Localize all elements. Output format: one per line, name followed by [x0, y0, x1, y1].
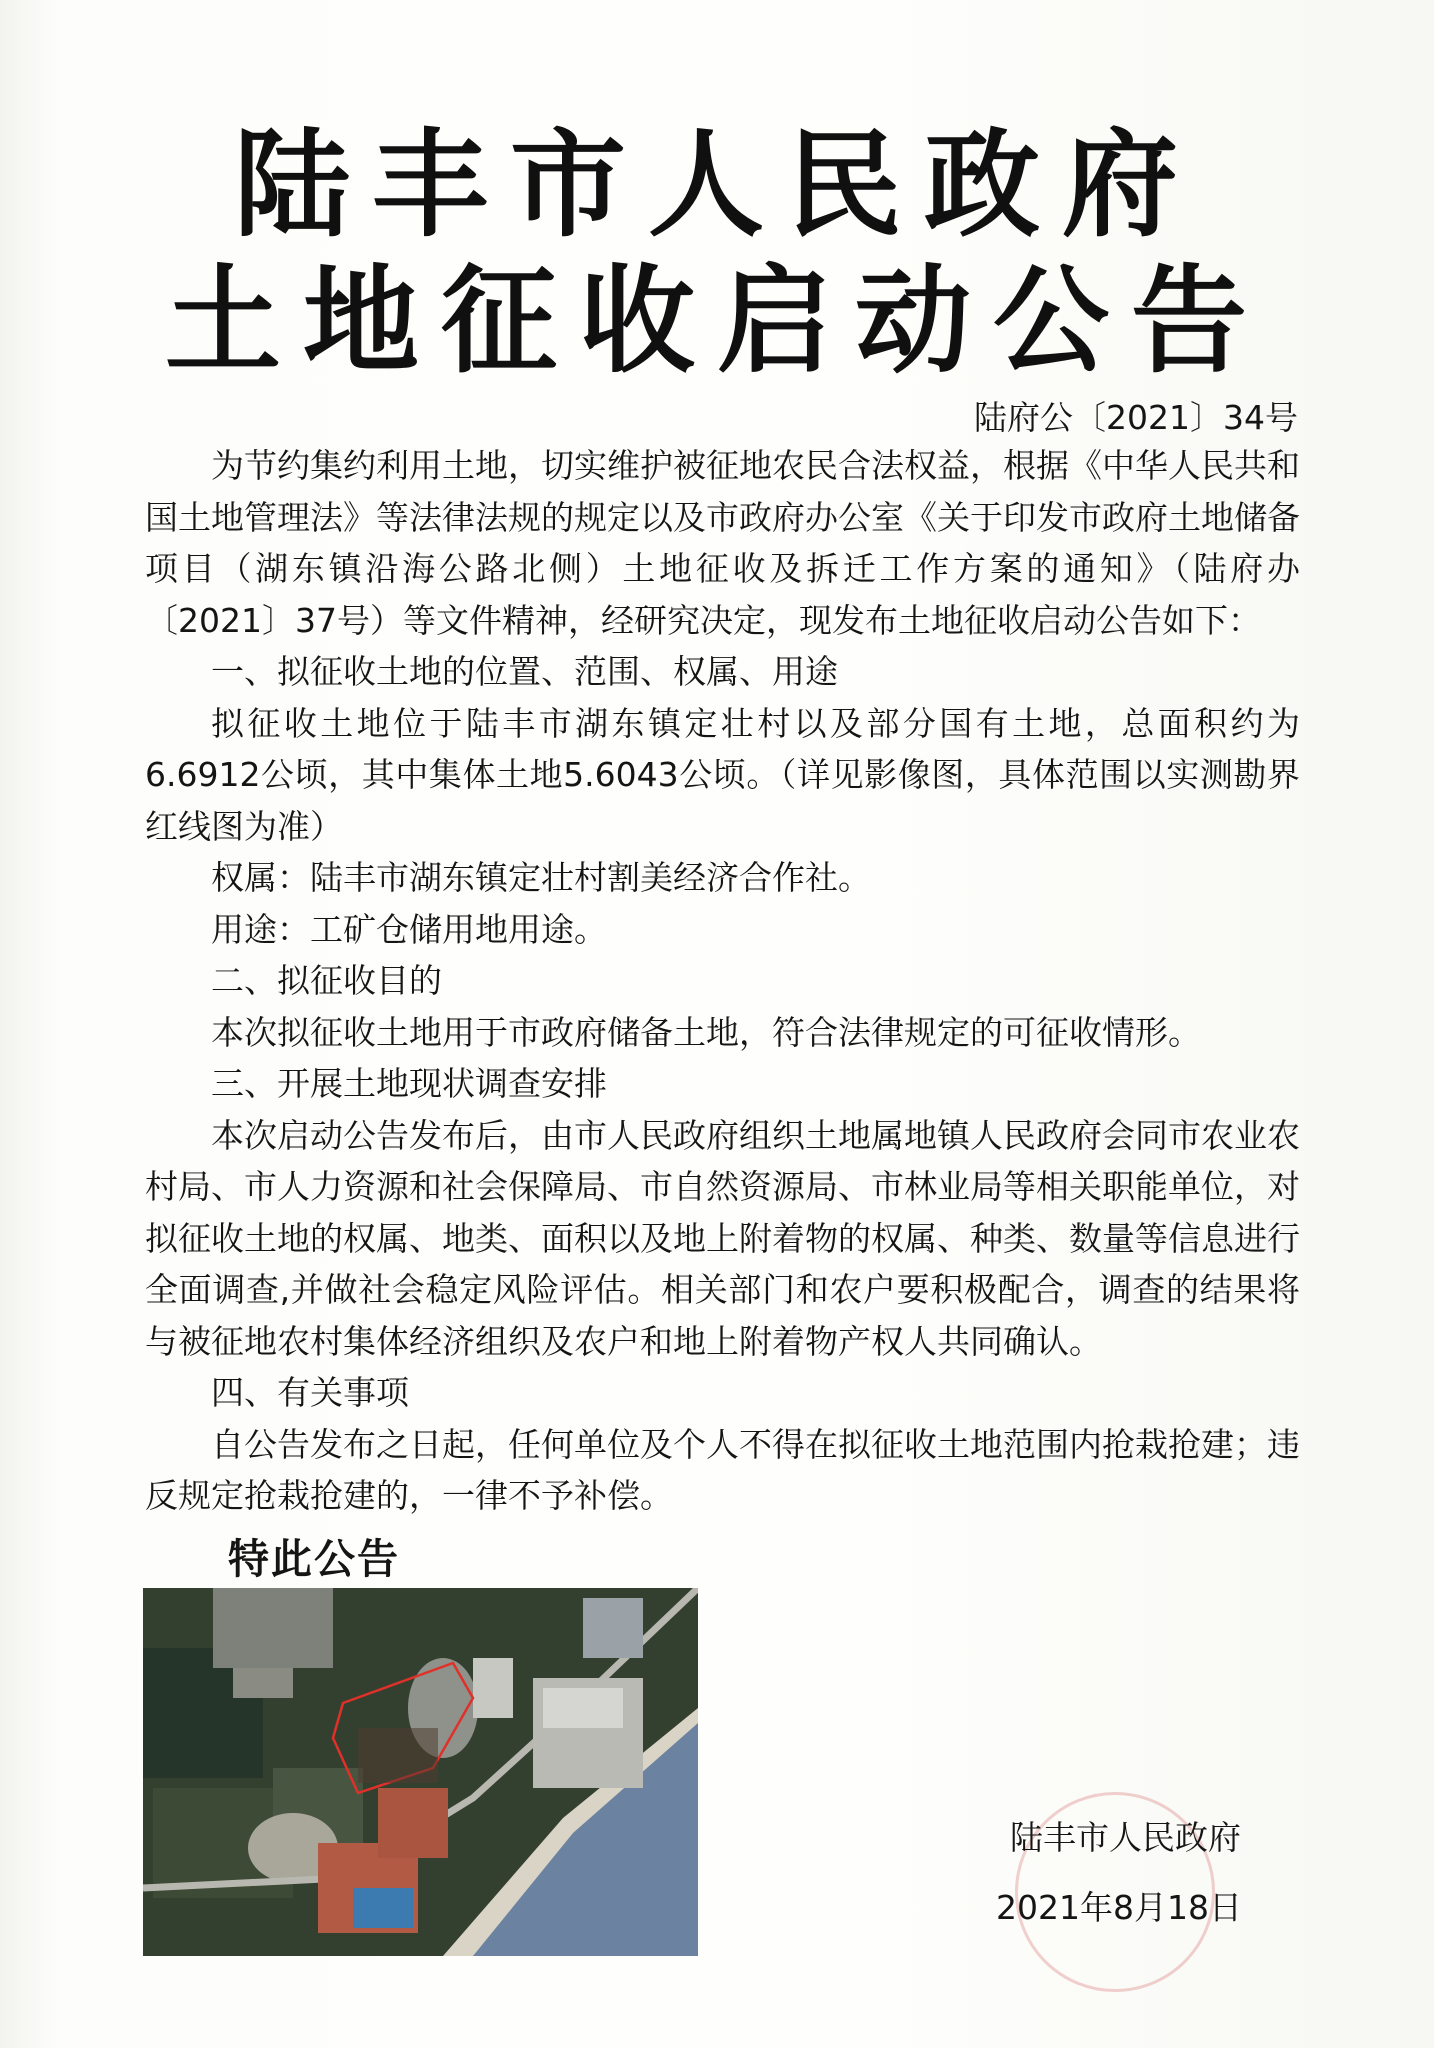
issue-date: 2021年8月18日	[996, 1888, 1242, 1927]
closing-statement: 特此公告	[228, 1535, 400, 1583]
paragraph-matters: 自公告发布之日起，任何单位及个人不得在拟征收土地范围内抢栽抢建；违反规定抢栽抢建的，一律不予补偿。	[145, 1424, 1300, 1515]
heading-section-2: 二、拟征收目的	[211, 961, 442, 1000]
heading-section-3: 三、开展土地现状调查安排	[211, 1064, 607, 1103]
page-title-issuer: 陆丰市人民政府	[234, 118, 1200, 253]
paragraph-ownership: 权属：陆丰市湖东镇定壮村割美经济合作社。	[211, 858, 871, 897]
paragraph-usage: 用途：工矿仓储用地用途。	[211, 909, 607, 949]
notice-body	[145, 440, 1300, 1522]
page-title-notice: 土地征收启动公告	[165, 254, 1269, 389]
document-number: 陆府公〔2021〕34号	[974, 398, 1298, 437]
paragraph-purpose: 本次拟征收土地用于市政府储备土地，符合法律规定的可征收情形。	[211, 1012, 1201, 1052]
satellite-map-graphic	[143, 1588, 698, 1956]
paragraph-location: 拟征收土地位于陆丰市湖东镇定壮村以及部分国有土地，总面积约为6.6912公顷，其中集体土地5.6043公顷。（详见影像图，具体范围以实测勘界红线图为准）	[145, 703, 1300, 846]
paragraph-survey: 本次启动公告发布后，由市人民政府组织土地属地镇人民政府会同市农业农村局、市人力资源和社会保障局、市自然资源局、市林业局等相关职能单位，对拟征收土地的权属、地类、面积以及地上附着物的权属、种类、数量等信息进行全面调查,并做社会稳定风险评估。相关部门和农户要积极配合，调查的结果将与被征地农村集体经济组织及农户和地上附着物产权人共同确认。	[145, 1115, 1300, 1361]
heading-section-4: 四、有关事项	[211, 1373, 409, 1412]
signing-authority: 陆丰市人民政府	[1010, 1818, 1241, 1857]
satellite-map-image	[143, 1588, 698, 1956]
heading-section-1: 一、拟征收土地的位置、范围、权属、用途	[211, 652, 838, 691]
paragraph-intro: 为节约集约利用土地，切实维护被征地农民合法权益，根据《中华人民共和国土地管理法》等法律法规的规定以及市政府办公室《关于印发市政府土地储备项目（湖东镇沿海公路北侧）土地征收及拆迁工作方案的通知》（陆府办〔2021〕37号）等文件精神，经研究决定，现发布土地征收启动公告如下：	[145, 446, 1300, 640]
